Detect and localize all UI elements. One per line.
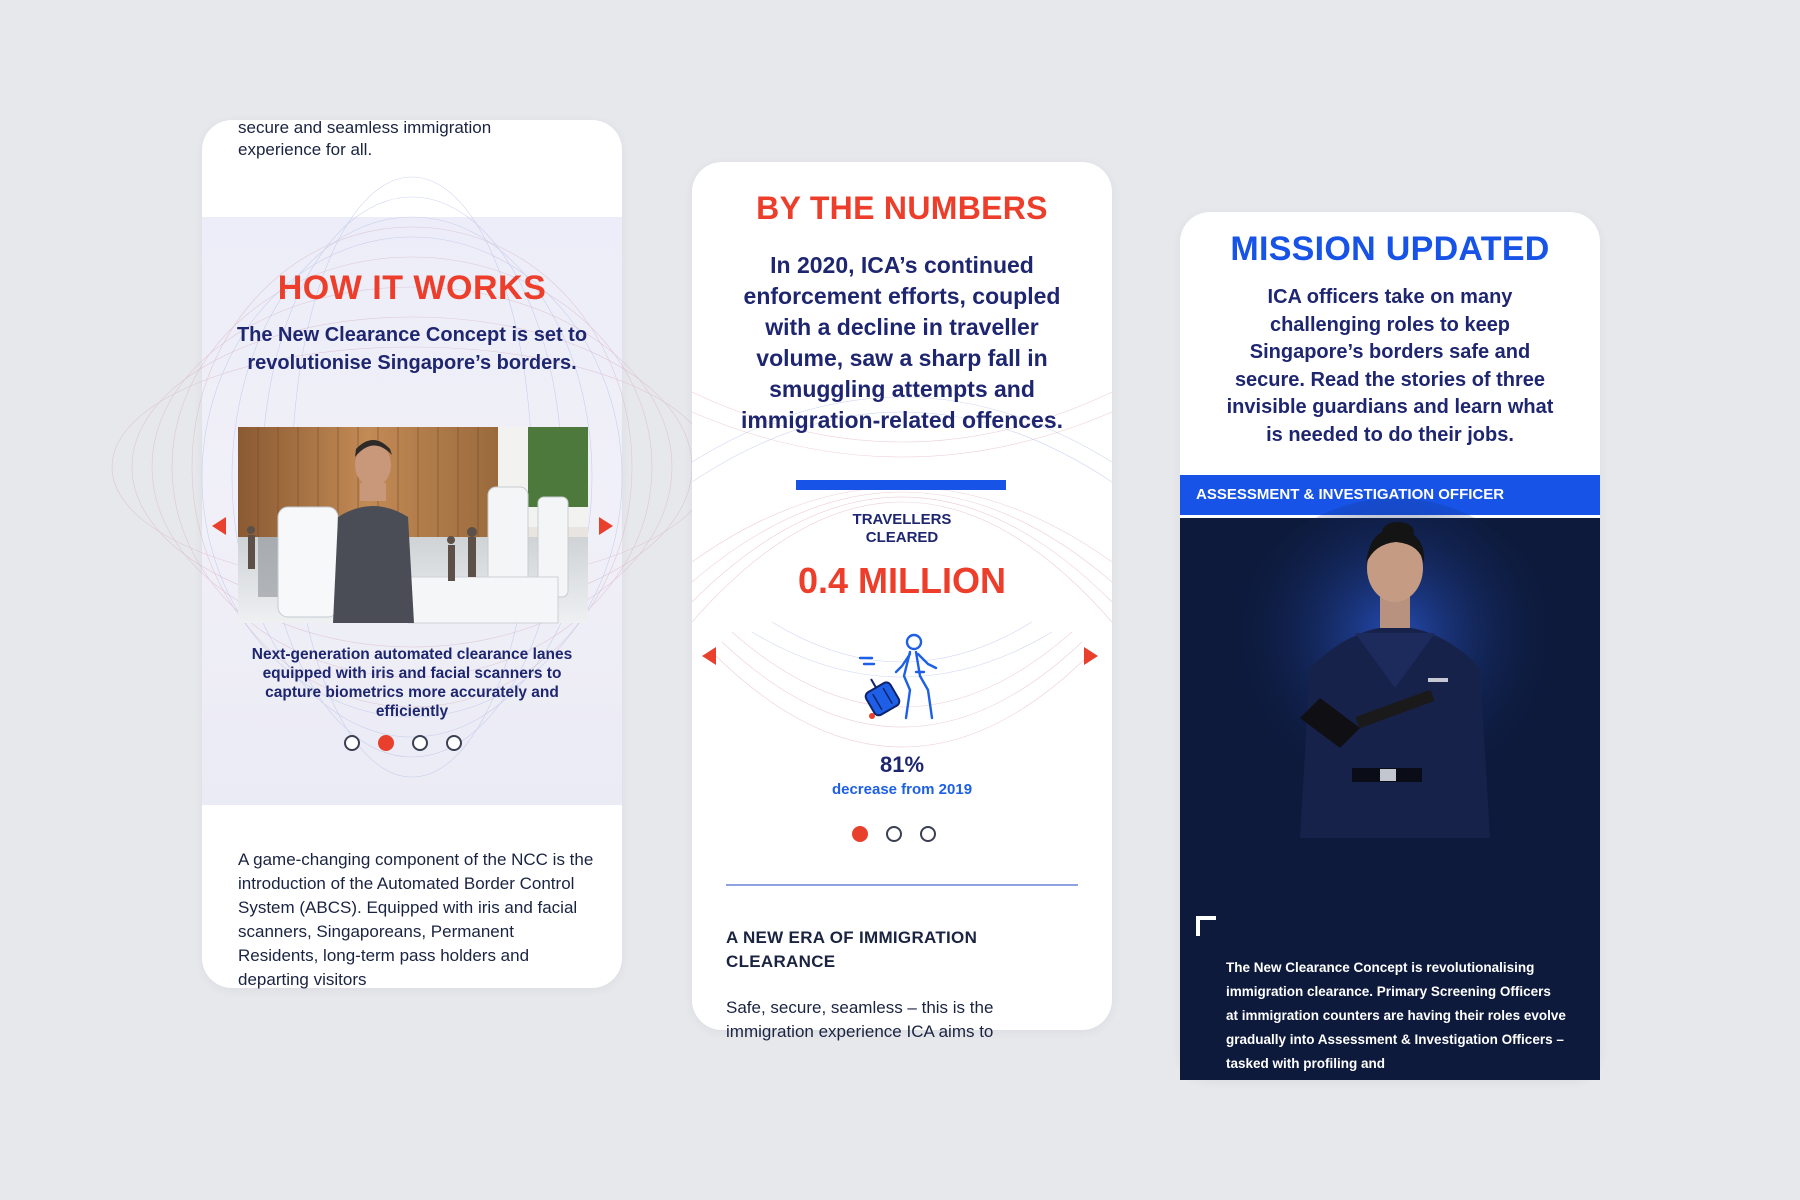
body-text: A game-changing component of the NCC is the introduction of the Automated Border Control System (ABCS). Equipped with iris and facial scanners, Singaporeans, Permanent Residents, long-term pass holders and departing visitors [238,850,594,989]
carousel-dot-1[interactable] [344,735,360,751]
carousel-dots [344,735,462,751]
section-heading: HOW IT WORKS [277,269,547,307]
carousel-dot-3[interactable] [412,735,428,751]
clearance-lane-photo [238,427,588,623]
previous-slide-arrow[interactable] [702,647,716,665]
stat-label: TRAVELLERS CLEARED [852,511,952,546]
carousel-dot-2[interactable] [378,735,394,751]
carousel-dot-2[interactable] [886,826,902,842]
intro-line: experience for all. [238,140,373,159]
carousel-dot-1[interactable] [852,826,868,842]
story-body: The New Clearance Concept is revolutionalising immigration clearance. Primary Screening Officers at immigration counters are having their roles evolve gradually into Assessment & Investigation Officers – tasked with profiling and [1226,960,1566,1071]
article-body: Safe, secure, seamless – this is the [726,998,994,1017]
section-heading: BY THE NUMBERS [756,190,1048,226]
carousel-dot-4[interactable] [446,735,462,751]
traveller-with-luggage-icon [858,632,948,726]
intro-cut-line: secure and seamless immigration [238,118,492,137]
phone-screen-by-the-numbers [692,162,1112,1041]
officer-portrait [1180,518,1600,838]
next-slide-arrow[interactable] [599,517,613,535]
section-intro: ICA officers take on many challenging roles to keep Singapore’s borders safe and secure. Read the stories of three invisible guardians and learn what is needed to do their jobs. [1226,286,1554,446]
how-it-works-section [202,217,622,805]
section-separator [726,884,1078,886]
change-label: decrease from 2019 [831,781,973,798]
section-intro: In 2020, ICA’s continued enforcement efforts, coupled with a decline in traveller volume, saw a sharp fall in smuggling attempts and immigration-related offences. [740,252,1064,433]
carousel-dot-3[interactable] [920,826,936,842]
carousel-dots [852,826,936,842]
phone-screen-how-it-works [202,120,622,988]
section-heading: MISSION UPDATED [1230,230,1550,268]
phone-screen-mission-updated [1180,212,1600,1080]
slide-caption: Next-generation automated clearance lanes equipped with iris and facial scanners to capture biometrics more accurately and efficiently [251,646,573,720]
divider-bar [796,480,1006,490]
next-slide-arrow[interactable] [1084,647,1098,665]
article-body-cut: immigration experience ICA aims to [726,1022,994,1041]
role-tag: ASSESSMENT & INVESTIGATION OFFICER [1180,475,1600,515]
article-subheading: A NEW ERA OF IMMIGRATION CLEARANCE [726,928,978,971]
section-subheading: The New Clearance Concept is set to revolutionise Singapore’s borders. [236,324,588,374]
stat-value: 0.4 MILLION [797,560,1007,601]
change-value: 81% [879,752,925,777]
previous-slide-arrow[interactable] [212,517,226,535]
quote-corner-icon [1196,916,1216,936]
officer-panel [1180,518,1600,1080]
